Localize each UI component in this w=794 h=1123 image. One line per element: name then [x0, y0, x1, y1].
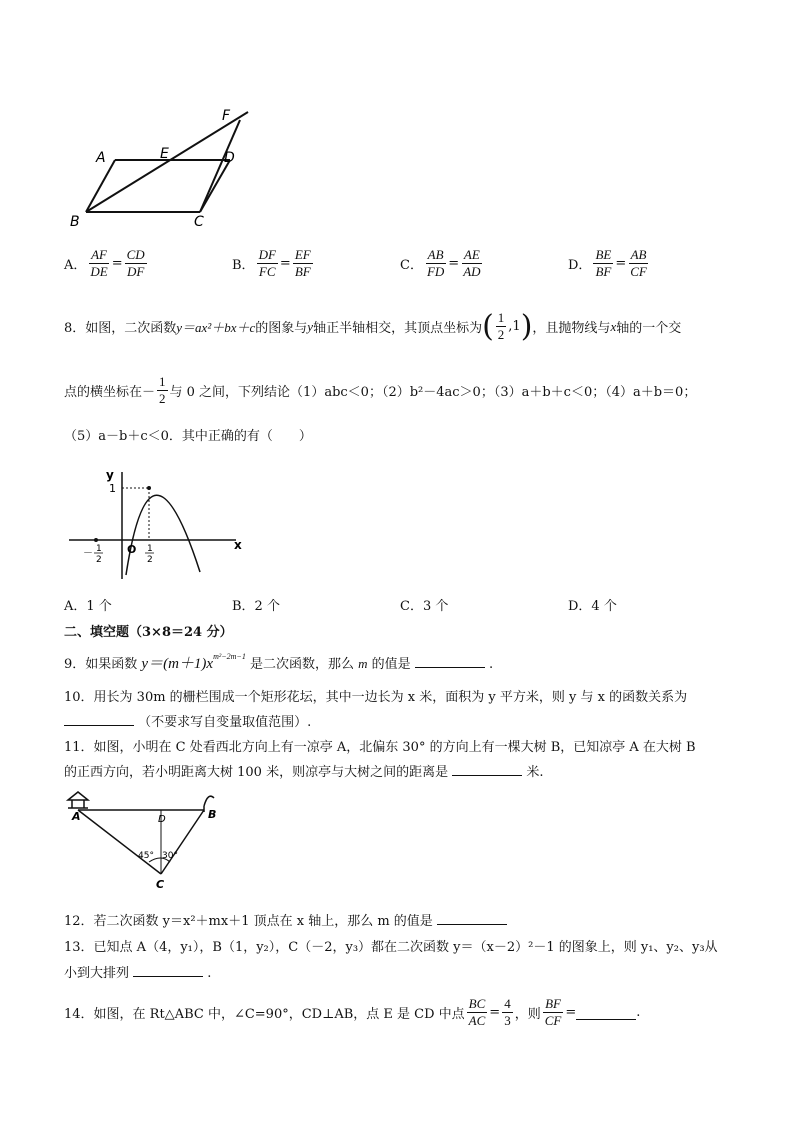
numerator: AE [463, 247, 480, 262]
denominator: 2 [497, 327, 505, 342]
label-b: B [70, 214, 80, 230]
q8-line-3: （5）a－b＋c＜0．其中正确的有（ ） [64, 429, 312, 444]
pos-half-num: 1 [147, 544, 153, 554]
q8-option-b[interactable]: B．2 个 [232, 599, 280, 614]
q14-text: ，则 [514, 1007, 541, 1022]
q13-line-1: 13．已知点 A（4，y₁），B（1，y₂），C（－2，y₃）都在二次函数 y＝（x－2）²－1 的图象上，则 y₁、y₂、y₃从 [64, 940, 718, 955]
y-axis-label: y [106, 468, 114, 482]
q9-answer-blank[interactable] [415, 653, 485, 668]
q10-answer-blank[interactable] [64, 711, 134, 726]
tick-label-one: 1 [109, 482, 116, 495]
label-f: F [222, 108, 231, 124]
q11-line-1: 11．如图，小明在 C 处看西北方向上有一凉亭 A，北偏东 30° 的方向上有一棵大树 B，已知凉亭 A 在大树 B [64, 740, 696, 755]
label-c: C [156, 878, 165, 891]
x-axis-label: x [234, 538, 242, 552]
segment-ac [78, 810, 161, 874]
label-a: A [72, 810, 81, 823]
numerator: BE [595, 247, 612, 262]
equals-sign: = [111, 256, 123, 271]
denominator: CF [544, 1013, 562, 1028]
neg-sign: － [83, 548, 93, 559]
q8-text: ，且抛物线与 [532, 321, 611, 336]
q8-text: 轴的一个交 [616, 321, 682, 336]
equals-sign: = [489, 1005, 501, 1020]
q14-fraction-bc-ac [467, 996, 488, 1029]
q8-text: 轴正半轴相交，其顶点坐标为 [313, 321, 483, 336]
q9-function: y＝(m＋1)x [141, 656, 214, 672]
label-d: D [158, 814, 166, 825]
denominator: BF [595, 264, 612, 279]
q10-line-2 [64, 711, 311, 730]
edge-cd [200, 160, 230, 212]
label-e: E [160, 146, 169, 162]
option-right-fraction [293, 247, 313, 280]
parabola-curve [126, 495, 200, 575]
option-letter: C． [400, 258, 423, 273]
angle-30-label: 30° [162, 851, 178, 861]
q9-period: . [488, 657, 494, 672]
numerator: AB [630, 247, 647, 262]
neg-half-num: 1 [96, 544, 102, 554]
paren-right: ) [520, 308, 533, 344]
numerator: EF [294, 247, 311, 262]
q9-text: 9．如果函数 [64, 657, 138, 672]
option-right-fraction [461, 247, 482, 280]
pavilion-icon [68, 792, 88, 808]
q8-line-2 [64, 374, 696, 407]
q8-option-d[interactable]: D．4 个 [568, 599, 617, 614]
equals-sign: = [279, 256, 291, 271]
vertex-fraction [496, 310, 507, 343]
segment-bc [161, 810, 204, 874]
numerator: AF [91, 247, 107, 262]
numerator: BC [468, 996, 486, 1011]
q11-text: 米. [526, 765, 544, 780]
option-letter: A． [64, 258, 87, 273]
q11-triangle-figure [64, 788, 234, 893]
q14-fraction-value [502, 996, 513, 1029]
denominator: CF [630, 264, 647, 279]
label-c: C [194, 214, 204, 230]
q9-line [64, 652, 493, 673]
q14-period: . [636, 1005, 641, 1020]
equals-sign: = [448, 256, 460, 271]
denominator: DE [90, 264, 108, 279]
q9-text: 是二次函数，那么 [249, 657, 354, 672]
q7-option-d[interactable] [568, 247, 651, 280]
half-fraction [157, 374, 168, 407]
q8-y-var: y [307, 318, 314, 334]
q12-text: 12．若二次函数 y＝x²＋mx＋1 顶点在 x 轴上，那么 m 的值是 [64, 914, 433, 929]
vertex-point [147, 486, 151, 490]
q9-exponent: m²−2m−1 [213, 651, 246, 661]
numerator: BF [545, 996, 561, 1011]
denominator: AC [468, 1013, 486, 1028]
q7-option-b[interactable] [232, 247, 315, 280]
q9-text: 的值是 [371, 657, 411, 672]
q8-x-var: x [610, 318, 617, 334]
q10-line-1: 10．用长为 30m 的栅栏围成一个矩形花坛，其中一边长为 x 米，面积为 y 平方米，则 y 与 x 的函数关系为 [64, 690, 688, 705]
numerator: 1 [497, 310, 505, 325]
q7-option-c[interactable] [400, 247, 485, 280]
equals-sign: = [615, 256, 627, 271]
q12-line [64, 910, 507, 929]
label-a: A [96, 150, 106, 166]
denominator: DF [127, 264, 145, 279]
equals-sign: = [565, 1005, 577, 1020]
option-letter: B． [232, 258, 255, 273]
option-left-fraction [593, 247, 613, 280]
q13-text: . [207, 966, 212, 981]
paren-left: ( [482, 308, 494, 344]
q8-parabola-graph [64, 447, 254, 582]
q7-parallelogram-figure [60, 100, 260, 235]
denominator: FC [258, 264, 276, 279]
q8-function: y＝ax²＋bx＋c [176, 320, 256, 335]
numerator: 4 [504, 996, 511, 1011]
denominator: AD [463, 264, 481, 279]
option-left-fraction [425, 247, 446, 280]
q14-line [64, 996, 640, 1029]
q8-option-a[interactable]: A．1 个 [64, 599, 112, 614]
denominator: FD [426, 264, 445, 279]
q8-conclusions: 与 0 之间，下列结论（1）abc＜0；（2）b²－4ac＞0；（3）a＋b＋c＜0；（4）a＋b＝0； [169, 385, 697, 400]
q13-line-2 [64, 962, 211, 981]
q13-answer-blank[interactable] [133, 962, 203, 977]
option-right-fraction [125, 247, 147, 280]
label-d: D [224, 150, 235, 166]
angle-45-label: 45° [138, 851, 154, 861]
q9-m-var: m [358, 656, 368, 671]
section-heading-fill-in: 二、填空题（3×8＝24 分） [64, 625, 233, 640]
q8-line-1 [64, 310, 681, 343]
q13-text: 小到大排列 [64, 966, 130, 981]
q14-answer-blank[interactable] [576, 1005, 636, 1020]
origin-label: O [127, 543, 137, 556]
label-b: B [208, 808, 217, 821]
neg-half-den: 2 [96, 555, 102, 565]
q8-text: 8．如图，二次函数 [64, 321, 177, 336]
numerator: CD [126, 247, 145, 262]
pos-half-den: 2 [147, 555, 153, 565]
denominator: BF [294, 264, 311, 279]
q11-text: 的正西方向，若小明距离大树 100 米，则凉亭与大树之间的距离是 [64, 765, 449, 780]
option-left-fraction [257, 247, 278, 280]
edge-cf [200, 120, 240, 212]
option-letter: D． [568, 258, 592, 273]
denominator: 3 [504, 1013, 511, 1028]
neg-half-point [94, 538, 98, 542]
q7-option-a[interactable] [64, 247, 149, 280]
q11-answer-blank[interactable] [452, 761, 522, 776]
q14-text: 14．如图，在 Rt△ABC 中，∠C=90°，CD⊥AB，点 E 是 CD 中点 [64, 1007, 465, 1022]
q10-text: （不要求写自变量取值范围）. [138, 715, 312, 730]
q8-option-c[interactable]: C．3 个 [400, 599, 449, 614]
q8-text: 点的横坐标在－ [64, 385, 156, 400]
q11-line-2 [64, 761, 544, 780]
q14-fraction-bf-cf [543, 996, 564, 1029]
vertex-tail: ,1 [508, 319, 521, 334]
denominator: 2 [159, 391, 166, 406]
option-left-fraction [88, 247, 109, 280]
numerator: 1 [159, 374, 166, 389]
numerator: AB [427, 247, 444, 262]
q12-answer-blank[interactable] [437, 910, 507, 925]
numerator: DF [258, 247, 276, 262]
q8-text: 的图象与 [255, 321, 308, 336]
option-right-fraction [628, 247, 649, 280]
